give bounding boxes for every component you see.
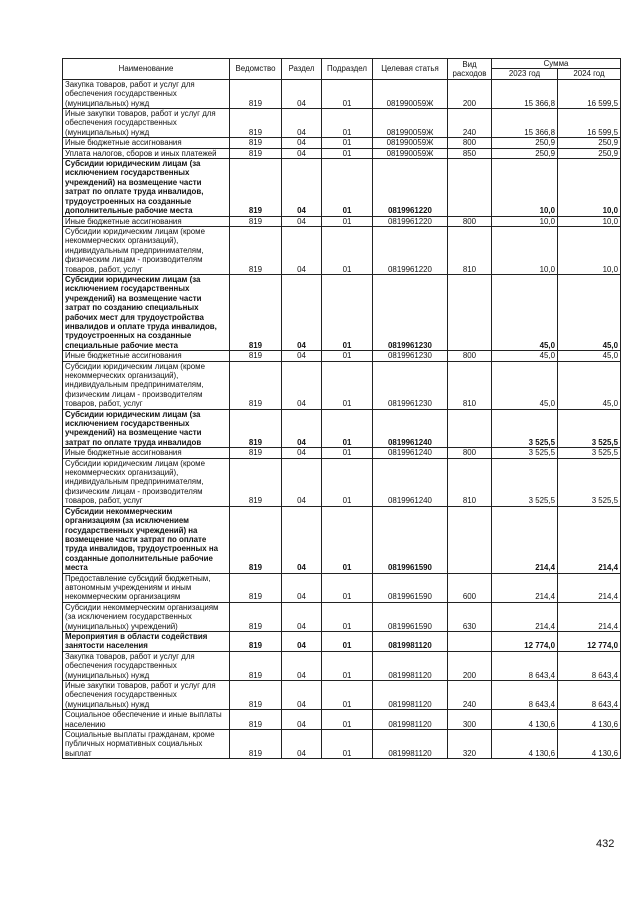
row-target: 0819961240 [373, 409, 448, 448]
row-2023: 10,0 [492, 226, 558, 274]
row-subsection: 01 [322, 651, 373, 680]
row-section: 04 [282, 138, 322, 148]
row-subsection: 01 [322, 351, 373, 361]
table-row [63, 79, 621, 108]
row-2023: 12 774,0 [492, 631, 558, 651]
table-row [63, 458, 621, 506]
row-2024: 16 599,5 [558, 109, 621, 138]
row-subsection: 01 [322, 226, 373, 274]
row-type [448, 631, 492, 651]
row-2023: 250,9 [492, 148, 558, 158]
row-dept: 819 [230, 159, 282, 216]
row-target: 0819961590 [373, 602, 448, 631]
header-section: Раздел [282, 59, 322, 80]
table-row [63, 361, 621, 409]
row-dept: 819 [230, 458, 282, 506]
row-name: Субсидии юридическим лицам (кроме некоммерческих организаций), индивидуальным предпринимателям, физическим лицам - производителям товаров, работ, услуг [63, 458, 230, 506]
row-section: 04 [282, 226, 322, 274]
row-section: 04 [282, 109, 322, 138]
row-2023: 8 643,4 [492, 681, 558, 710]
table-row [63, 730, 621, 759]
row-subsection: 01 [322, 602, 373, 631]
table-row [63, 109, 621, 138]
row-subsection: 01 [322, 448, 373, 458]
row-dept: 819 [230, 506, 282, 573]
row-name: Социальные выплаты гражданам, кроме публичных нормативных социальных выплат [63, 730, 230, 759]
header-year-2024: 2024 год [558, 69, 621, 79]
row-2023: 214,4 [492, 602, 558, 631]
row-2024: 4 130,6 [558, 730, 621, 759]
row-type: 600 [448, 573, 492, 602]
row-subsection: 01 [322, 631, 373, 651]
row-2024: 12 774,0 [558, 631, 621, 651]
row-target: 0819981120 [373, 631, 448, 651]
header-name: Наименование [63, 59, 230, 80]
header-target: Целевая статья [373, 59, 448, 80]
row-2023: 4 130,6 [492, 730, 558, 759]
row-name: Субсидии юридическим лицам (кроме некоммерческих организаций), индивидуальным предпринимателям, физическим лицам - производителям товаров, работ, услуг [63, 226, 230, 274]
row-section: 04 [282, 79, 322, 108]
row-dept: 819 [230, 361, 282, 409]
row-dept: 819 [230, 216, 282, 226]
row-section: 04 [282, 351, 322, 361]
row-name: Субсидии некоммерческим организациям (за исключением государственных (муниципальных) учреждений) [63, 602, 230, 631]
row-subsection: 01 [322, 138, 373, 148]
table-row [63, 216, 621, 226]
row-dept: 819 [230, 573, 282, 602]
row-target: 0819981120 [373, 710, 448, 730]
row-2024: 3 525,5 [558, 448, 621, 458]
row-subsection: 01 [322, 79, 373, 108]
row-2024: 10,0 [558, 216, 621, 226]
row-type [448, 409, 492, 448]
row-name: Субсидии некоммерческим организациям (за исключением государственных учреждений) на возмещение части затрат по оплате труда инвалидов, трудоустроенных на созданные дополнительные рабочие места [63, 506, 230, 573]
row-name: Предоставление субсидий бюджетным, автономным учреждениям и иным некоммерческим организациям [63, 573, 230, 602]
row-subsection: 01 [322, 148, 373, 158]
row-target: 0819961230 [373, 274, 448, 350]
row-type: 320 [448, 730, 492, 759]
row-section: 04 [282, 730, 322, 759]
table-header [63, 59, 621, 80]
row-2024: 250,9 [558, 138, 621, 148]
row-type: 630 [448, 602, 492, 631]
row-dept: 819 [230, 274, 282, 350]
row-type: 800 [448, 351, 492, 361]
row-section: 04 [282, 159, 322, 216]
row-section: 04 [282, 458, 322, 506]
table-row [63, 274, 621, 350]
row-name: Иные бюджетные ассигнования [63, 138, 230, 148]
row-name: Уплата налогов, сборов и иных платежей [63, 148, 230, 158]
row-2023: 4 130,6 [492, 710, 558, 730]
row-name: Субсидии юридическим лицам (за исключением государственных учреждений) на возмещение части затрат по оплате труда инвалидов, трудоустроенных на созданные дополнительные рабочие места [63, 159, 230, 216]
table-row [63, 602, 621, 631]
row-subsection: 01 [322, 361, 373, 409]
row-section: 04 [282, 602, 322, 631]
page-number: 432 [596, 838, 615, 850]
row-type: 240 [448, 109, 492, 138]
row-type [448, 506, 492, 573]
row-2023: 15 366,8 [492, 79, 558, 108]
row-target: 0819961590 [373, 573, 448, 602]
row-2023: 3 525,5 [492, 409, 558, 448]
row-dept: 819 [230, 79, 282, 108]
row-section: 04 [282, 409, 322, 448]
row-subsection: 01 [322, 573, 373, 602]
row-dept: 819 [230, 631, 282, 651]
table-row [63, 506, 621, 573]
row-type: 200 [448, 651, 492, 680]
row-section: 04 [282, 448, 322, 458]
row-type: 800 [448, 216, 492, 226]
header-type: Вид расходов [448, 59, 492, 80]
row-name: Закупка товаров, работ и услуг для обеспечения государственных (муниципальных) нужд [63, 651, 230, 680]
row-subsection: 01 [322, 681, 373, 710]
row-subsection: 01 [322, 710, 373, 730]
table-row [63, 409, 621, 448]
row-2023: 45,0 [492, 274, 558, 350]
row-section: 04 [282, 274, 322, 350]
row-dept: 819 [230, 148, 282, 158]
row-dept: 819 [230, 710, 282, 730]
header-sum: Сумма [492, 59, 621, 69]
row-2023: 10,0 [492, 216, 558, 226]
row-dept: 819 [230, 651, 282, 680]
row-section: 04 [282, 361, 322, 409]
row-section: 04 [282, 631, 322, 651]
table-row [63, 138, 621, 148]
row-subsection: 01 [322, 458, 373, 506]
row-subsection: 01 [322, 109, 373, 138]
row-dept: 819 [230, 448, 282, 458]
table-row [63, 448, 621, 458]
row-type: 850 [448, 148, 492, 158]
row-type: 810 [448, 458, 492, 506]
row-section: 04 [282, 506, 322, 573]
row-2023: 15 366,8 [492, 109, 558, 138]
table-body [63, 79, 621, 758]
row-target: 0819981120 [373, 730, 448, 759]
row-target: 081990059Ж [373, 148, 448, 158]
row-section: 04 [282, 573, 322, 602]
row-name: Субсидии юридическим лицам (кроме некоммерческих организаций), индивидуальным предпринимателям, физическим лицам - производителям товаров, работ, услуг [63, 361, 230, 409]
row-2024: 8 643,4 [558, 681, 621, 710]
row-target: 081990059Ж [373, 109, 448, 138]
row-2024: 214,4 [558, 602, 621, 631]
table-row [63, 573, 621, 602]
budget-table-container [62, 58, 620, 759]
row-2023: 45,0 [492, 361, 558, 409]
row-name: Иные закупки товаров, работ и услуг для обеспечения государственных (муниципальных) нужд [63, 681, 230, 710]
header-subsection: Подраздел [322, 59, 373, 80]
row-subsection: 01 [322, 159, 373, 216]
row-2023: 3 525,5 [492, 458, 558, 506]
row-target: 0819961230 [373, 351, 448, 361]
row-dept: 819 [230, 409, 282, 448]
row-name: Иные закупки товаров, работ и услуг для обеспечения государственных (муниципальных) нужд [63, 109, 230, 138]
row-target: 0819981120 [373, 651, 448, 680]
row-target: 0819961220 [373, 216, 448, 226]
table-row [63, 159, 621, 216]
row-2023: 250,9 [492, 138, 558, 148]
row-2024: 214,4 [558, 573, 621, 602]
row-target: 0819981120 [373, 681, 448, 710]
row-subsection: 01 [322, 506, 373, 573]
row-dept: 819 [230, 681, 282, 710]
row-section: 04 [282, 681, 322, 710]
table-row [63, 148, 621, 158]
row-dept: 819 [230, 602, 282, 631]
row-section: 04 [282, 148, 322, 158]
row-2023: 10,0 [492, 159, 558, 216]
row-2024: 10,0 [558, 159, 621, 216]
budget-table [62, 58, 621, 759]
table-row [63, 681, 621, 710]
row-2024: 45,0 [558, 274, 621, 350]
row-target: 0819961220 [373, 159, 448, 216]
row-target: 0819961240 [373, 458, 448, 506]
row-target: 081990059Ж [373, 138, 448, 148]
row-dept: 819 [230, 351, 282, 361]
row-type: 240 [448, 681, 492, 710]
row-name: Социальное обеспечение и иные выплаты населению [63, 710, 230, 730]
row-dept: 819 [230, 138, 282, 148]
row-name: Закупка товаров, работ и услуг для обеспечения государственных (муниципальных) нужд [63, 79, 230, 108]
table-row [63, 351, 621, 361]
row-type [448, 274, 492, 350]
row-2024: 4 130,6 [558, 710, 621, 730]
row-dept: 819 [230, 109, 282, 138]
row-name: Иные бюджетные ассигнования [63, 448, 230, 458]
row-2024: 250,9 [558, 148, 621, 158]
row-2024: 3 525,5 [558, 458, 621, 506]
row-type: 800 [448, 448, 492, 458]
row-type [448, 159, 492, 216]
row-name: Субсидии юридическим лицам (за исключением государственных учреждений) на возмещение части затрат по созданию специальных рабочих мест для трудоустройства инвалидов и оплате труда инвалидов, трудоустроенных на созданные специальные рабочие места [63, 274, 230, 350]
row-subsection: 01 [322, 216, 373, 226]
row-target: 081990059Ж [373, 79, 448, 108]
row-2023: 214,4 [492, 573, 558, 602]
row-2024: 8 643,4 [558, 651, 621, 680]
row-2024: 45,0 [558, 361, 621, 409]
row-name: Иные бюджетные ассигнования [63, 351, 230, 361]
table-row [63, 710, 621, 730]
header-year-2023: 2023 год [492, 69, 558, 79]
table-row [63, 631, 621, 651]
row-type: 300 [448, 710, 492, 730]
row-name: Иные бюджетные ассигнования [63, 216, 230, 226]
row-2024: 16 599,5 [558, 79, 621, 108]
row-target: 0819961230 [373, 361, 448, 409]
row-type: 810 [448, 226, 492, 274]
row-2024: 45,0 [558, 351, 621, 361]
row-2024: 10,0 [558, 226, 621, 274]
row-target: 0819961240 [373, 448, 448, 458]
row-2023: 3 525,5 [492, 448, 558, 458]
row-section: 04 [282, 216, 322, 226]
row-type: 810 [448, 361, 492, 409]
header-dept: Ведомство [230, 59, 282, 80]
row-2024: 214,4 [558, 506, 621, 573]
row-2023: 8 643,4 [492, 651, 558, 680]
row-name: Мероприятия в области содействия занятости населения [63, 631, 230, 651]
row-subsection: 01 [322, 730, 373, 759]
row-2024: 3 525,5 [558, 409, 621, 448]
row-subsection: 01 [322, 409, 373, 448]
row-target: 0819961220 [373, 226, 448, 274]
row-section: 04 [282, 710, 322, 730]
row-type: 200 [448, 79, 492, 108]
row-name: Субсидии юридическим лицам (за исключением государственных учреждений) на возмещение части затрат по оплате труда инвалидов [63, 409, 230, 448]
row-2023: 214,4 [492, 506, 558, 573]
row-type: 800 [448, 138, 492, 148]
table-row [63, 651, 621, 680]
row-2023: 45,0 [492, 351, 558, 361]
row-subsection: 01 [322, 274, 373, 350]
row-target: 0819961590 [373, 506, 448, 573]
row-dept: 819 [230, 730, 282, 759]
table-row [63, 226, 621, 274]
row-section: 04 [282, 651, 322, 680]
row-dept: 819 [230, 226, 282, 274]
